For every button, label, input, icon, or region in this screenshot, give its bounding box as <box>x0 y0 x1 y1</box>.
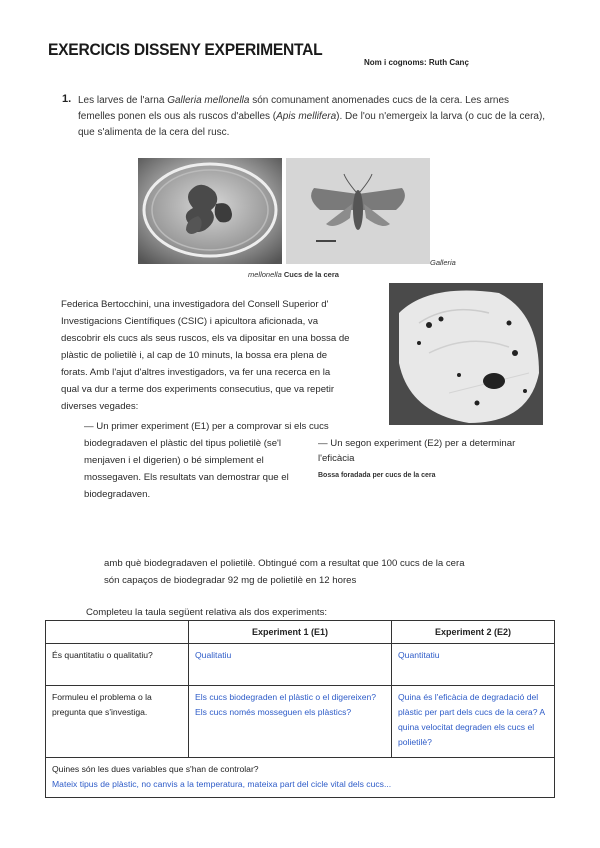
story-line: Federica Bertocchini, una investigadora del Consell Superior d' <box>61 299 329 310</box>
table-header-e2: Experiment 2 (E2) <box>392 621 555 644</box>
table-instruction: Completeu la taula següent relativa als dos experiments: <box>86 607 328 618</box>
bag-photo <box>389 283 543 425</box>
larvae-photo-graphic <box>138 158 282 264</box>
experiment-1-line: biodegradaven el plàstic del tipus polietilè (se'l <box>84 438 282 449</box>
table-row <box>46 644 555 686</box>
story-line: forats. Amb l'ajut d'altres investigadors, va fer una recerca en la <box>61 367 331 378</box>
table-row <box>46 758 555 798</box>
answer-variables[interactable]: Mateix tipus de plàstic, no canvis a la temperatura, mateixa part del cicle vital dels cucs... <box>52 779 392 789</box>
experiment-1-line: mossegaven. Els resultats van demostrar que el <box>84 472 289 483</box>
figure-1-caption <box>248 270 339 279</box>
row-label-variables: Quines són les dues variables que s'han de controlar? <box>52 764 259 774</box>
answer-e2-type[interactable]: Quantitatiu <box>392 644 555 686</box>
experiment-1-line: menjaven i el digerien) o bé simplement el <box>84 455 264 466</box>
bag-photo-graphic <box>389 283 543 425</box>
table-header-e1: Experiment 1 (E1) <box>189 621 392 644</box>
story-line: plàstic de polietilè i, al cap de 10 minuts, la bossa era plena de <box>61 350 328 361</box>
table-header-empty <box>46 621 189 644</box>
author-name: Nom i cognoms: Ruth Canç <box>364 58 469 67</box>
story-line: Investigacions Científiques (CSIC) i apicultora aficionada, va <box>61 316 319 327</box>
figure-1-caption-bold: Cucs de la cera <box>283 270 339 279</box>
story-line: qual va dur a terme dos experiments consecutius, que va repetir <box>61 384 335 395</box>
q1-species-2: Apis mellifera <box>276 111 337 122</box>
q1-text-c: ). De l'ou n'emergeix la larva (o cuc de la cera), que s'alimenta de la cera del rusc. <box>78 111 546 138</box>
story-line: diverses vegades: <box>61 401 139 412</box>
larvae-photo <box>138 158 282 264</box>
experiments-table <box>45 620 555 798</box>
story-line: descobrir els cucs als seus ruscos, els va dipositar en una bossa de <box>61 333 350 344</box>
answer-e1-type[interactable]: Qualitatiu <box>189 644 392 686</box>
continuation-line: amb què biodegradaven el polietilè. Obtingué com a resultat que 100 cucs de la cera <box>104 558 465 569</box>
answer-e2-question[interactable]: Quina és l'eficàcia de degradació del plàstic per part dels cucs de la cera? A quina velocitat degraden els cucs el polietilè? <box>392 686 555 758</box>
answer-e1-question[interactable]: Els cucs biodegraden el plàstic o el digereixen? Els cucs només mosseguen els plàstics? <box>189 686 392 758</box>
moth-photo-graphic <box>286 158 430 264</box>
variables-cell <box>46 758 555 798</box>
figure-2-caption: Bossa foradada per cucs de la cera <box>318 472 436 479</box>
table-header-row <box>46 621 555 644</box>
table-row <box>46 686 555 758</box>
moth-photo <box>286 158 430 264</box>
q1-text-b: són comunament anomenades cucs de la cera. Les arnes femelles ponen els ous als ruscos d'abelles ( <box>78 95 510 122</box>
experiment-1-line: biodegradaven. <box>84 489 151 500</box>
experiment-2-line: l'eficàcia <box>318 453 355 464</box>
question-1-text <box>78 93 548 141</box>
q1-species-1: Galleria mellonella <box>167 95 250 106</box>
page-title: EXERCICIS DISSENY EXPERIMENTAL <box>48 40 323 59</box>
row-label-question: Formuleu el problema o la pregunta que s'investiga. <box>46 686 189 758</box>
figure-1-caption-italic: mellonella <box>248 270 282 279</box>
experiment-1-line: — Un primer experiment (E1) per a comprovar si els cucs <box>84 421 329 432</box>
continuation-line: són capaços de biodegradar 92 mg de polietilè en 12 hores <box>104 575 357 586</box>
row-label-type: És quantitatiu o qualitatiu? <box>46 644 189 686</box>
q1-text-a: Les larves de l'arna <box>78 95 168 106</box>
figure-1-caption-right: Galleria <box>430 258 456 267</box>
experiment-2-line: — Un segon experiment (E2) per a determinar <box>318 438 516 449</box>
question-number: 1. <box>62 93 72 105</box>
